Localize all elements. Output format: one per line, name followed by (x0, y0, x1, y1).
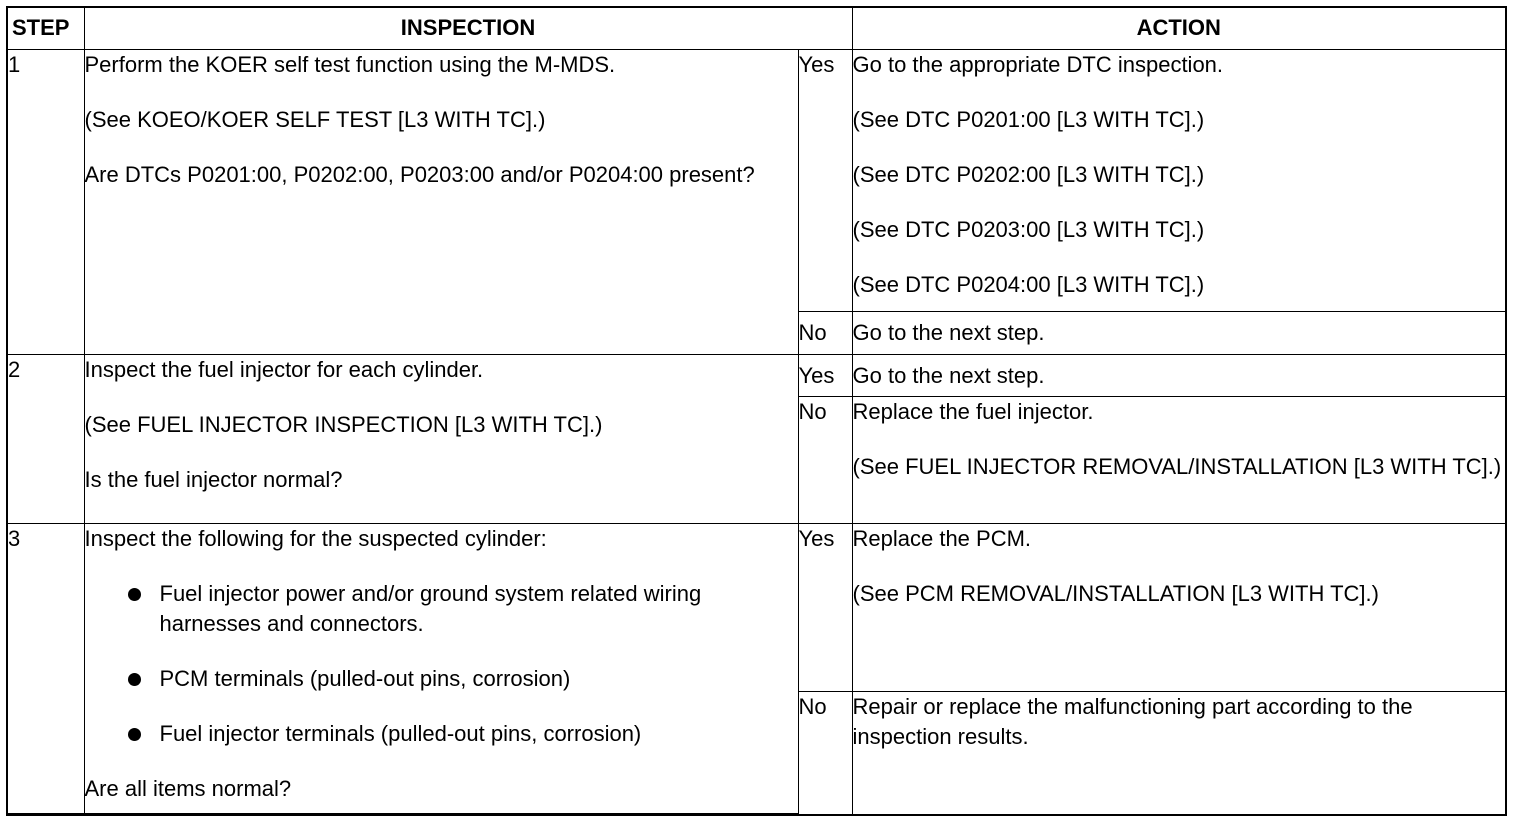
inspection-question: Are all items normal? (84, 775, 292, 801)
reference-text: (See FUEL INJECTOR INSPECTION [L3 WITH TC].) (84, 411, 603, 437)
step-number: 2 (8, 354, 84, 523)
yes-action-cell (852, 523, 1505, 691)
action-text: Replace the PCM. (852, 525, 1032, 551)
bullet-icon (128, 728, 141, 741)
reference-text: (See PCM REMOVAL/INSTALLATION [L3 WITH TC].) (852, 580, 1379, 606)
table-row-step-2 (8, 354, 1505, 396)
step-column-header: STEP (8, 8, 84, 49)
action-text: Go to the next step. (852, 319, 1045, 345)
reference-text: (See DTC P0202:00 [L3 WITH TC].) (852, 161, 1205, 187)
no-action-cell (852, 396, 1505, 523)
action-text: Go to the next step. (852, 362, 1045, 388)
no-label: No (798, 311, 852, 354)
inspection-question: Are DTCs P0201:00, P0202:00, P0203:00 and/or P0204:00 present? (84, 161, 755, 187)
inspection-cell (84, 49, 798, 354)
list-item-text: PCM terminals (pulled-out pins, corrosion) (159, 665, 571, 691)
inspection-column-header: INSPECTION (84, 8, 852, 49)
reference-text: (See DTC P0201:00 [L3 WITH TC].) (852, 106, 1205, 132)
list-item (128, 579, 798, 639)
yes-action-cell (852, 354, 1505, 396)
inspection-question: Is the fuel injector normal? (84, 466, 343, 492)
list-item (128, 664, 798, 694)
list-item-text: Fuel injector terminals (pulled-out pins, corrosion) (159, 720, 642, 746)
no-label: No (798, 691, 852, 814)
action-text: Replace the fuel injector. (852, 398, 1094, 424)
table-header-row (8, 8, 1505, 49)
inspection-cell (84, 523, 798, 814)
action-text: Repair or replace the malfunctioning part according to the inspection results. (852, 693, 1413, 749)
inspection-checklist (85, 579, 798, 749)
inspection-text: Inspect the fuel injector for each cylinder. (84, 356, 484, 382)
table-row-step-1 (8, 49, 1505, 311)
step-number: 3 (8, 523, 84, 814)
yes-label: Yes (798, 354, 852, 396)
inspection-text: Perform the KOER self test function using the M-MDS. (84, 51, 616, 77)
step-number: 1 (8, 49, 84, 354)
no-action-cell (852, 691, 1505, 814)
reference-text: (See KOEO/KOER SELF TEST [L3 WITH TC].) (84, 106, 546, 132)
reference-text: (See DTC P0204:00 [L3 WITH TC].) (852, 271, 1205, 297)
diagnostic-procedure-table (8, 8, 1505, 814)
action-text: Go to the appropriate DTC inspection. (852, 51, 1224, 77)
list-item-text: Fuel injector power and/or ground system related wiring harnesses and connectors. (159, 580, 702, 636)
action-column-header: ACTION (852, 8, 1505, 49)
inspection-text: Inspect the following for the suspected cylinder: (84, 525, 547, 551)
list-item (128, 719, 798, 749)
table-row-step-3 (8, 523, 1505, 691)
inspection-cell (84, 354, 798, 523)
bullet-icon (128, 673, 141, 686)
bullet-icon (128, 588, 141, 601)
yes-action-cell (852, 49, 1505, 311)
no-label: No (798, 396, 852, 523)
no-action-cell (852, 311, 1505, 354)
reference-text: (See FUEL INJECTOR REMOVAL/INSTALLATION [L3 WITH TC].) (852, 453, 1502, 479)
diagnostic-table-frame (6, 6, 1507, 816)
reference-text: (See DTC P0203:00 [L3 WITH TC].) (852, 216, 1205, 242)
yes-label: Yes (798, 523, 852, 691)
yes-label: Yes (798, 49, 852, 311)
